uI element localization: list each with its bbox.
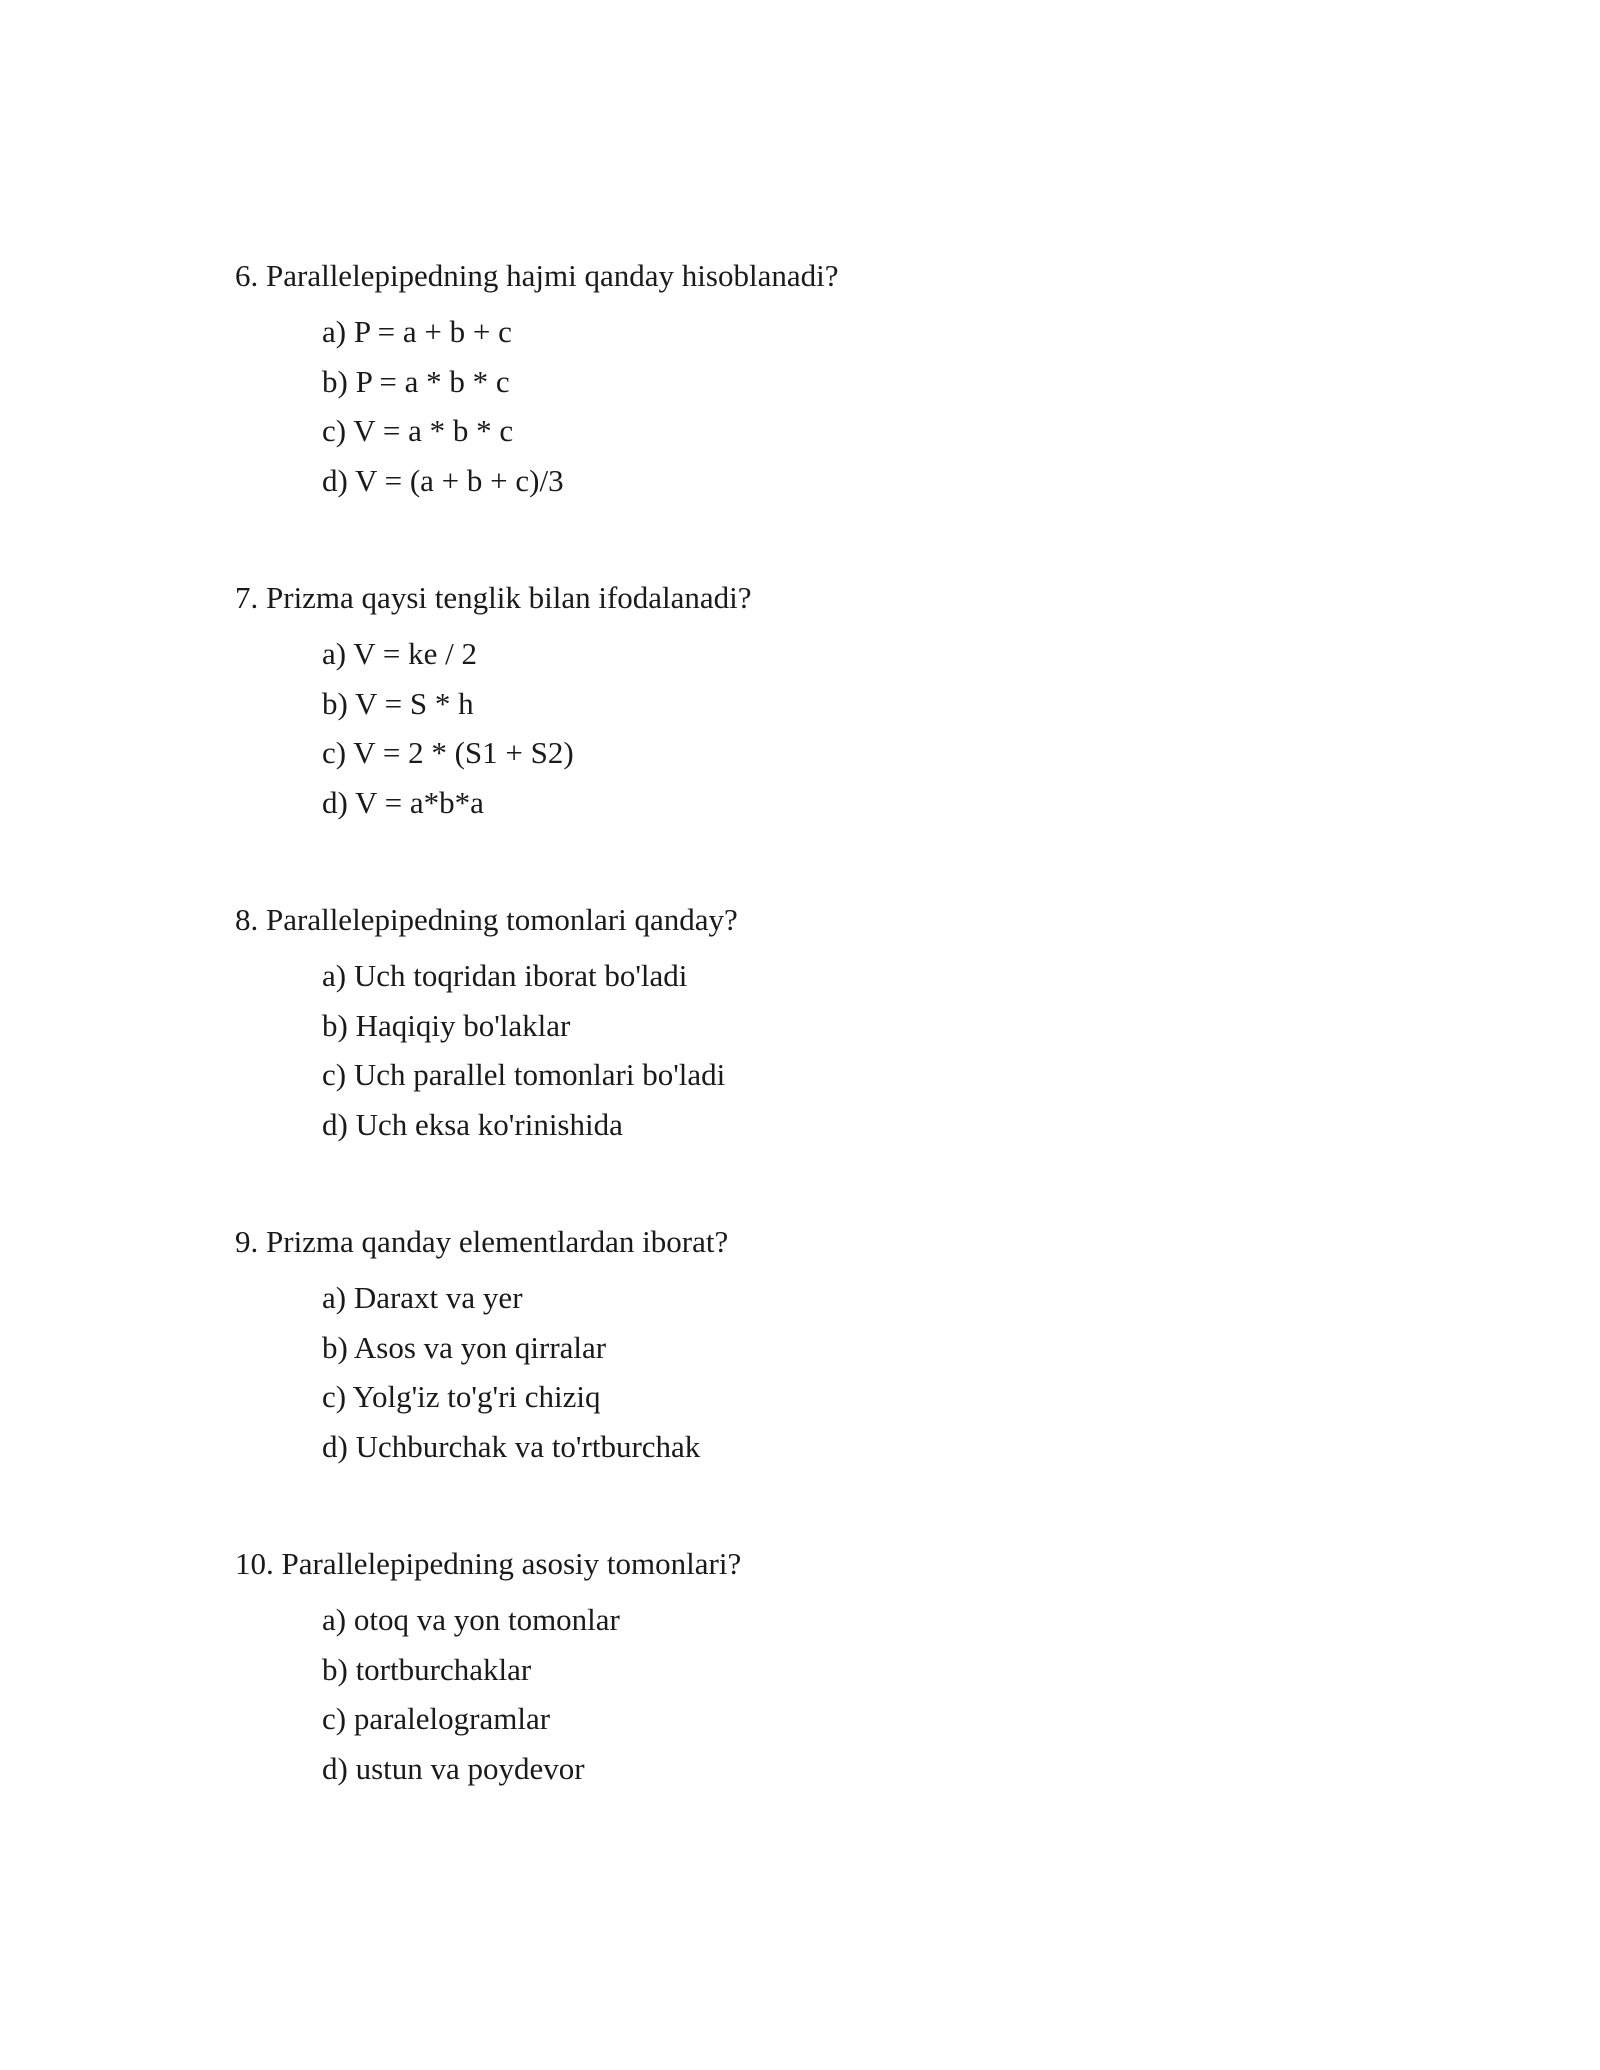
option-a: a) P = a + b + c: [322, 314, 512, 349]
option-a: a) Uch toqridan iborat bo'ladi: [322, 958, 688, 993]
question-text: 10. Parallelepipedning asosiy tomonlari?: [235, 1546, 742, 1581]
option-d: d) V = a*b*a: [322, 784, 484, 820]
question-8: [235, 894, 1435, 1149]
option-c: c) Yolg'iz to'g'ri chiziq: [322, 1379, 601, 1414]
option-d: d) V = (a + b + c)/3: [322, 462, 564, 498]
option-d: d) Uch eksa ko'rinishida: [322, 1106, 623, 1142]
question-text: 7. Prizma qaysi tenglik bilan ifodalanadi?: [235, 580, 752, 615]
option-b: b) Haqiqiy bo'laklar: [322, 1007, 571, 1043]
option-b: b) P = a * b * c: [322, 363, 510, 399]
question-text: 8. Parallelepipedning tomonlari qanday?: [235, 902, 738, 937]
option-c: c) paralelogramlar: [322, 1701, 551, 1736]
option-b: b) tortburchaklar: [322, 1651, 532, 1687]
option-a: a) otoq va yon tomonlar: [322, 1602, 620, 1637]
answer-options: [235, 1273, 1435, 1471]
question-6: [235, 250, 1435, 505]
option-c: c) Uch parallel tomonlari bo'ladi: [322, 1057, 726, 1092]
answer-options: [235, 951, 1435, 1149]
answer-options: [235, 629, 1435, 827]
question-text: 6. Parallelepipedning hajmi qanday hisoblanadi?: [235, 258, 839, 293]
answer-options: [235, 307, 1435, 505]
question-text: 9. Prizma qanday elementlardan iborat?: [235, 1224, 729, 1259]
option-c: c) V = a * b * c: [322, 413, 514, 448]
answer-options: [235, 1595, 1435, 1793]
option-d: d) Uchburchak va to'rtburchak: [322, 1428, 701, 1464]
option-b: b) V = S * h: [322, 685, 474, 721]
option-a: a) V = ke / 2: [322, 636, 477, 671]
question-10: [235, 1538, 1435, 1793]
option-d: d) ustun va poydevor: [322, 1750, 585, 1786]
option-a: a) Daraxt va yer: [322, 1280, 523, 1315]
option-c: c) V = 2 * (S1 + S2): [322, 735, 574, 770]
question-9: [235, 1216, 1435, 1471]
question-7: [235, 572, 1435, 827]
option-b: b) Asos va yon qirralar: [322, 1329, 607, 1365]
